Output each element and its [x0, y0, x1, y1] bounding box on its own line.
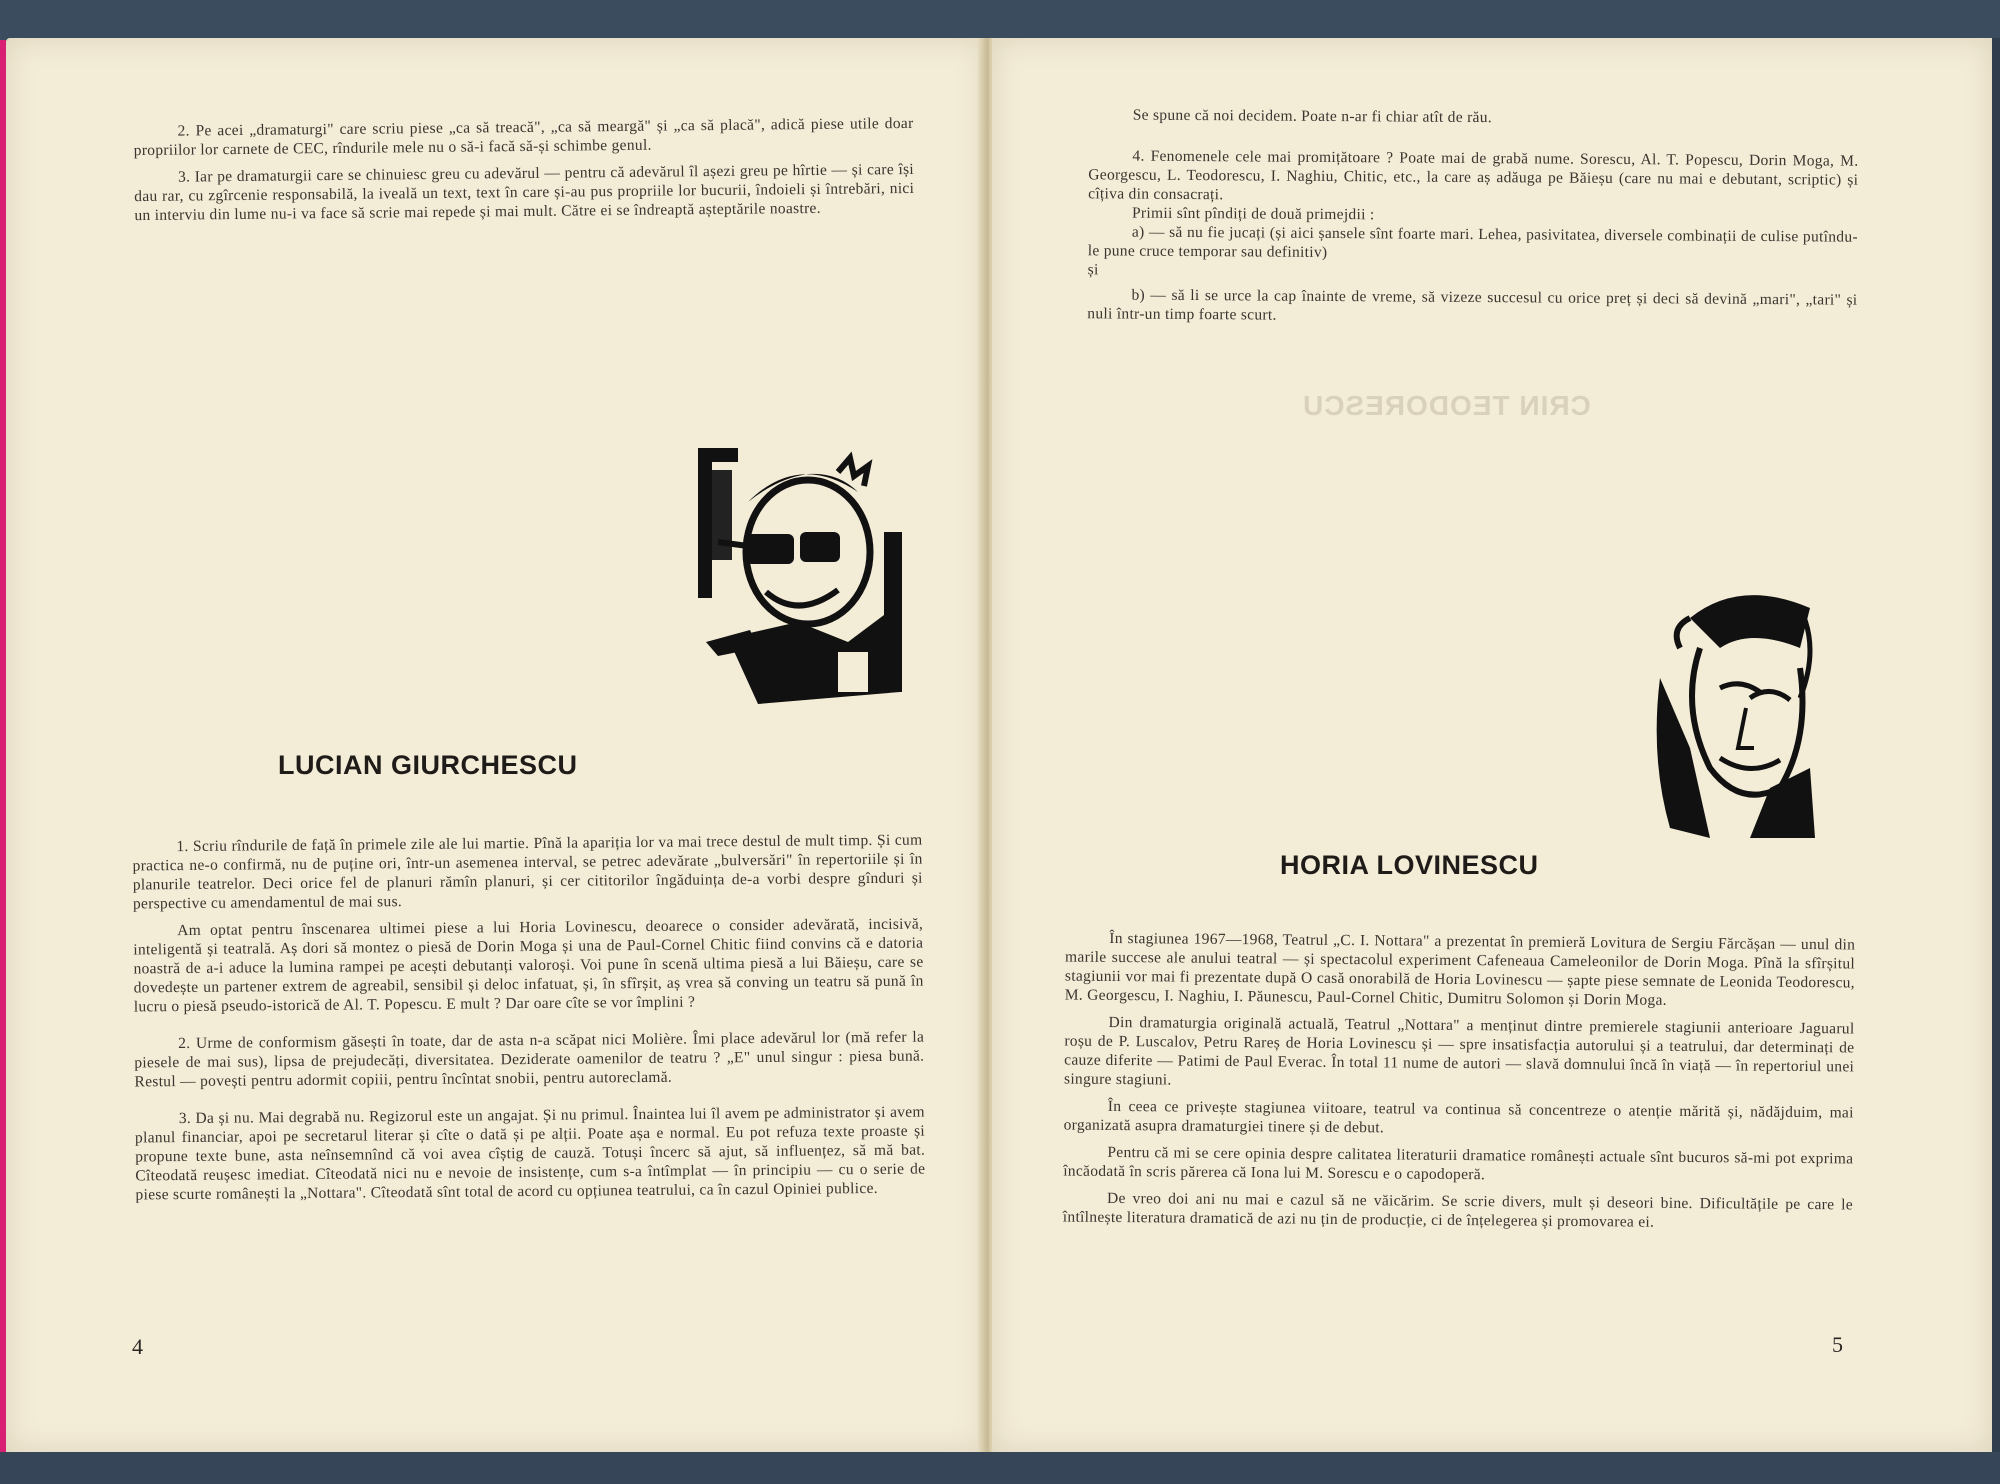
paragraph: b) — să li se urce la cap înainte de vreme, să vizeze succesul cu orice preț și deci să devină „mari", „tari" și nuli într-un timp foarte scurt. — [1087, 286, 1858, 324]
paragraph: 4. Fenomenele cele mai promițătoare ? Poate mai de grabă nume. Sorescu, Al. T. Popescu, Dorin Moga, M. Georgescu, L. Teodorescu, I. Naghiu, Chitic, etc., la care aș adăuga pe Băieșu (care nu mai e debutant, scriptic) și cîțiva din consacrați. — [1088, 147, 1859, 204]
paragraph: Pentru că mi se cere opinia despre calitatea literaturii dramatice românești actuale sînt bucuros să-mi pot exprima încăodată în scris părerea că Iona lui M. Sorescu e o capodoperă. — [1063, 1143, 1854, 1184]
caricature-illustration-right — [1650, 588, 1820, 848]
right-page — [992, 38, 1992, 1452]
paragraph: 3. Da și nu. Mai degrabă nu. Regizorul este un angajat. Și nu primul. Înaintea lui îl avem pe administrator și avem planul financiar, apoi pe secretarul literar și cîte o dată și pe alții. Poate așa e normal. Eu pot refuza texte proaste și propune texte bune, asta neînsemnînd că voi avea cîștig de cauză. Totuși încerc să ajut, să influențez, să mă bat. Cîteodată reușesc imediat. Cîteodată nici nu e nevoie de insistențe, cum s-a întîmplat — în principiu — cu o serie de piese scurte românești la „Nottara". Cîteodată sînt total de acord cu opțiunea teatrului, ca în cazul Opiniei publice. — [134, 1103, 926, 1204]
page-number: 4 — [132, 1334, 143, 1359]
author-name: LUCIAN GIURCHESCU — [278, 750, 578, 780]
page-number: 5 — [1832, 1332, 1843, 1357]
paragraph: 1. Scriu rîndurile de față în primele zile ale lui martie. Pînă la apariția lor va mai trece destul de mult timp. Și cum practica ne-o confirmă, nu de puține ori, într-un asemenea interval, se petrec adevărate „bulversări" în repertoriile și în planurile teatrelor. Deci orice fel de planuri rămîn planuri, și cer cititorilor îngăduința de-a vorbi despre gînduri și perspective cu amendamentul de mai sus. — [132, 831, 923, 913]
book-cover-top — [0, 0, 2000, 40]
paragraph: și — [1087, 261, 1099, 279]
paragraph: În ceea ce privește stagiunea viitoare, teatrul va continua să concentreze o atenție mărită și, nădăjduim, mai organizată asupra dramaturgiei tinere și de debut. — [1063, 1097, 1854, 1137]
book-cover-bottom — [0, 1452, 2000, 1484]
left-page — [6, 38, 986, 1452]
left-answers-text — [132, 831, 925, 1213]
caricature-illustration-left — [688, 442, 918, 712]
right-top-text — [1087, 105, 1859, 336]
paragraph: a) — să nu fie jucați (și aici șansele sînt foarte mari. Lehea, pasivitatea, diversele combinații de culise putîndu-le pune cruce temporar sau definitiv) — [1087, 223, 1858, 261]
paragraph: 2. Pe acei „dramaturgi" care scriu piese „ca să treacă", „ca să meargă" și „ca să placă", adică piese utile doar propriilor lor carnete de CEC, rîndurile mele nu o să-i facă să-și schimbe genul. — [133, 114, 914, 160]
paragraph: 2. Urme de conformism găsești în toate, dar de asta n-a scăpat nici Molière. Îmi place adevărul lor (mă refer la piesele de mai sus), lipsa de prejudecăți, diversitatea. Deziderate oamenilor de teatru ? „E" unul singur : piesa bună. Restul — povești pentru adormit copiii, pentru încîntat snobii, pentru autoreclamă. — [134, 1028, 925, 1091]
paragraph: Se spune că noi decidem. Poate n-ar fi chiar atît de rău. — [1132, 106, 1493, 127]
paragraph: În stagiunea 1967—1968, Teatrul „C. I. Nottara" a prezentat în premieră Lovitura de Sergiu Fărcășan — unul din marile succese ale anului teatral — și spectacolul experiment Cafeneaua Cameleonilor de Dorin Moga. Pînă la sfîrșitul stagiunii vor mai fi prezentate după O casă onorabilă de Horia Lovinescu — șapte piese semnate de Leonida Teodorescu, M. Georgescu, I. Naghiu, I. Păunescu, Paul-Cornel Chitic, Dumitru Solomon și Dorin Moga. — [1064, 929, 1856, 1009]
author-name: HORIA LOVINESCU — [1280, 850, 1539, 880]
paragraph: Am optat pentru înscenarea ultimei piese a lui Horia Lovinescu, deoarece o consider adevărată, incisivă, inteligentă și teatrală. Aș dori să montez o piesă de Dorin Moga și una de Paul-Cornel Chitic fiind convins că e datoria noastră de a-i aduce la lumina rampei pe acești debutanți valoroși. Voi pune în scenă ultima piesă a lui Băieșu, care se dovedește un partener extrem de agreabil, sensibil și deloc infatuat, și, în sfîrșit, aș vrea să conving un teatru să pună în lucru o piesă pseudo-istorică de Al. T. Popescu. E mult ? Dar oare cîte se vor împlini ? — [133, 915, 924, 1016]
left-top-text — [133, 114, 914, 233]
paragraph: Din dramaturgia originală actuală, Teatrul „Nottara" a menținut dintre premierele stagiunii anterioare Jaguarul roșu de P. Luscalov, Petru Rareș de Horia Lovinescu și — spre insatisfacția autorului și a teatrului, dar determinați de cauze diferite — Patimi de Paul Everac. În total 11 nume de autori — slavă domnului încă în viață — în repertoriul unei singure stagiuni. — [1063, 1013, 1855, 1089]
book-cover-right — [1992, 38, 2000, 1452]
paragraph: Primii sînt pîndiți de două primejdii : — [1131, 204, 1375, 224]
paragraph: De vreo doi ani nu mai e cazul să ne văicărim. Se scrie divers, mult și deseori bine. Dificultățile pe care le întîlnește literatura dramatică de azi nu țin de producție, ci de înțelegerea și promovarea ei. — [1062, 1189, 1854, 1231]
paragraph: 3. Iar pe dramaturgii care se chinuiesc greu cu adevărul — pentru că adevărul îl așezi greu pe hîrtie — și care își dau rar, cu zgîrcenie responsabilă, la iveală un text, text în care și-au pus propriile lor bucurii, îndoieli și întrebări, nici un interviu din lume nu-i va face să scrie mai repede și mai mult. Către ei se îndreaptă așteptările noastre. — [134, 160, 915, 225]
right-answers-text — [1063, 929, 1856, 1242]
bleed-through-text: CRIN TEODORESCU — [1302, 390, 1591, 421]
